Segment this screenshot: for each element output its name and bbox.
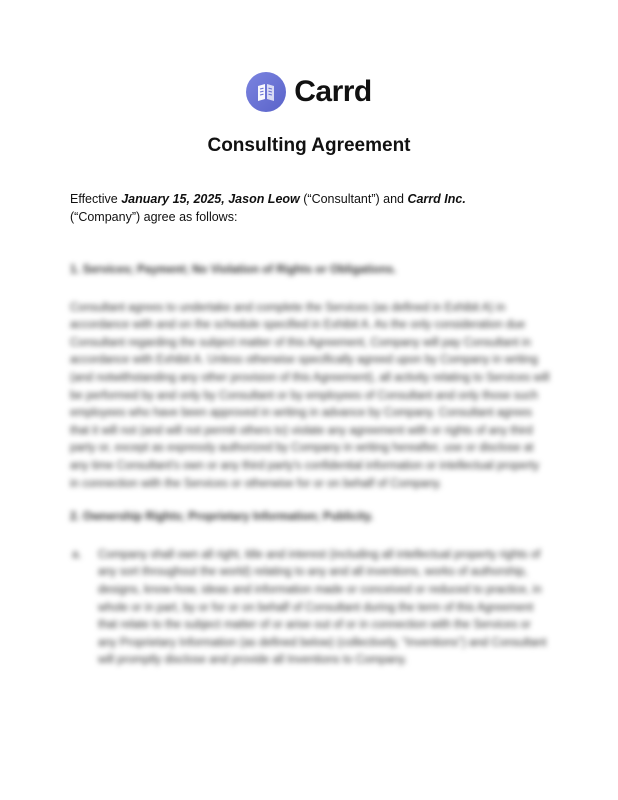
intro-prefix: Effective <box>70 192 122 206</box>
section-1-heading: 1. Services; Payment; No Violation of Rights or Obligations. <box>70 264 397 276</box>
list-marker: a. <box>72 548 82 561</box>
brand-name: Carrd <box>294 75 372 108</box>
effective-date: January 15, 2025, <box>121 192 225 206</box>
document-title: Consulting Agreement <box>207 135 411 156</box>
intro-suffix: (“Company”) agree as follows: <box>70 210 238 224</box>
section-2-item-a <box>70 547 550 670</box>
section-2-heading: 2. Ownership Rights; Proprietary Information; Publicity. <box>70 511 374 524</box>
consultant-role: (“Consultant”) and <box>299 192 408 206</box>
carrd-logo-icon <box>246 72 286 112</box>
company-name: Carrd Inc. <box>407 192 466 206</box>
brand-header <box>0 72 618 112</box>
list-item-text: Company shall own all right, title and interest (including all intellectual property rights of any sort throughout the world) relating to any and all inventions, works of authorship, designs, know-how, ideas and information made or conceived or reduced to practice, in whole or in part, by or for or on behalf of Consultant during the term of this Agreement that relate to the subject matter of or arise out of or in connection with the Services or any Proprietary Information (as defined below) (collectively, “Inventions”) and Consultant will promptly disclose and provide all Inventions to Company. <box>98 548 547 667</box>
consultant-name: Jason Leow <box>224 192 300 206</box>
intro-paragraph <box>70 190 510 226</box>
blurred-body <box>70 262 550 670</box>
section-1-paragraph: Consultant agrees to undertake and complete the Services (as defined in Exhibit A) in accordance with and on the schedule specified in Exhibit A. As the only consideration due Consultant regarding the subject matter of this Agreement, Company will pay Consultant in accordance with Exhibit A. Unless otherwise specifically agreed upon by Company in writing (and notwithstanding any other provision of this Agreement), all activity relating to Services will be performed by and only by Consultant or by employees of Consultant and only those such employees who have been approved in writing in advance by Company. Consultant agrees that it will not (and will not permit others to) violate any agreement with or rights of any third party or, except as expressly authorized by Company in writing hereafter, use or disclose at any time Consultant's own or any third party's confidential information or intellectual property in connection with the Services or otherwise for or on behalf of Company. <box>70 301 550 490</box>
